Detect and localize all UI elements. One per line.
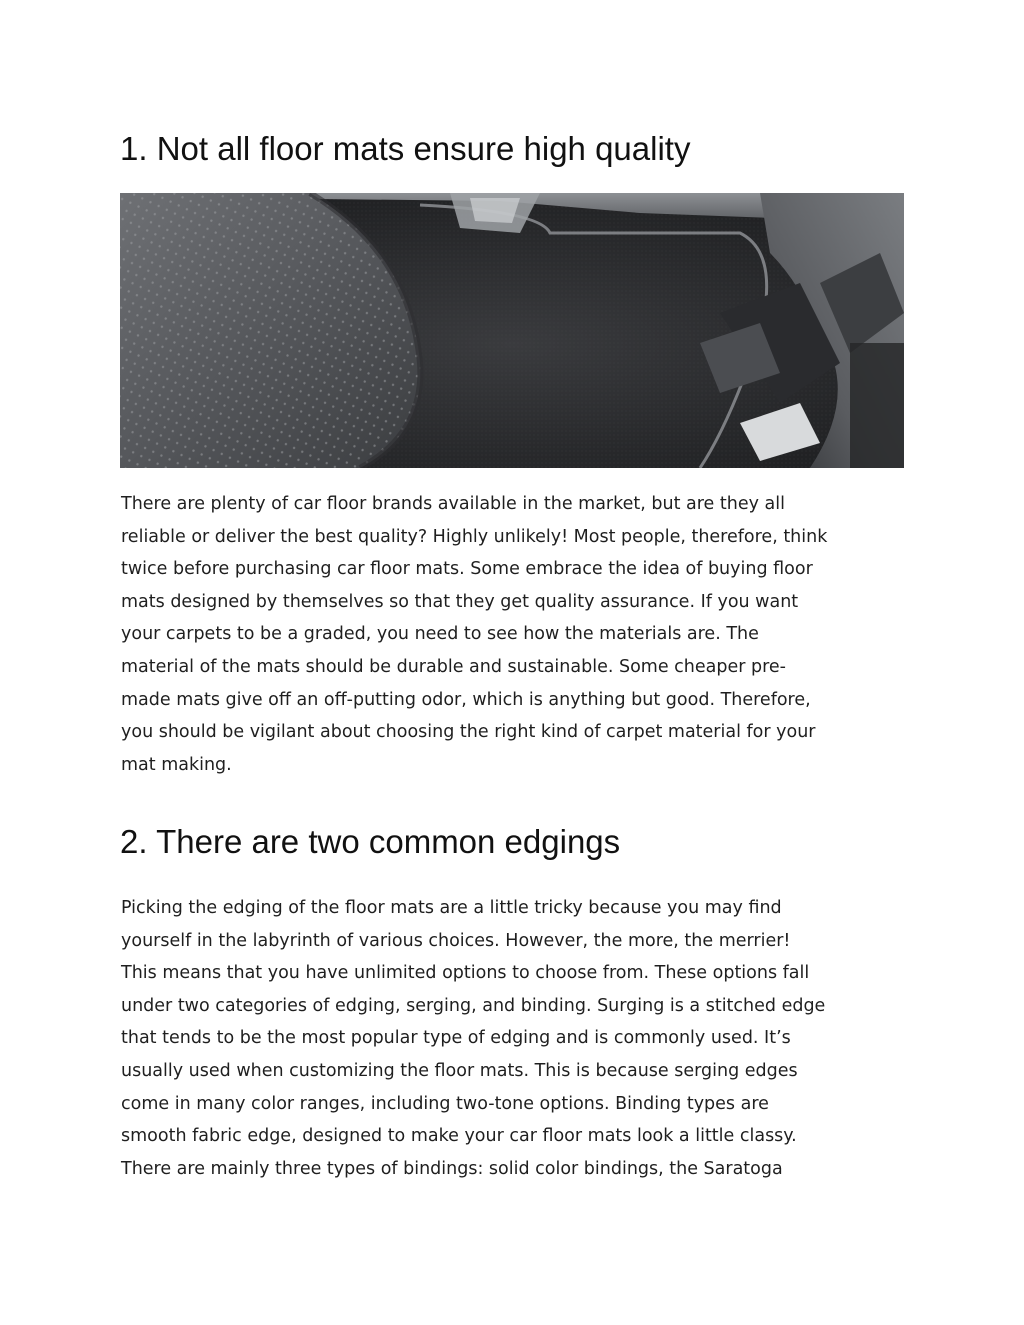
paragraph-line: twice before purchasing car floor mats. Some embrace the idea of buying floor xyxy=(121,559,813,580)
paragraph-line: mat making. xyxy=(121,754,232,775)
section-2-paragraph xyxy=(121,892,921,1185)
paragraph-line: your carpets to be a graded, you need to see how the materials are. The xyxy=(121,624,759,645)
car-floor-mat-photo xyxy=(120,193,904,468)
paragraph-line: material of the mats should be durable and sustainable. Some cheaper pre- xyxy=(121,656,786,677)
paragraph-line: that tends to be the most popular type of edging and is commonly used. It’s xyxy=(121,1028,791,1049)
paragraph-line: yourself in the labyrinth of various choices. However, the more, the merrier! xyxy=(121,930,791,951)
paragraph-line: There are mainly three types of bindings: solid color bindings, the Saratoga xyxy=(121,1158,783,1179)
paragraph-line: under two categories of edging, serging, and binding. Surging is a stitched edge xyxy=(121,995,826,1016)
section-1-paragraph xyxy=(121,488,921,781)
paragraph-line: This means that you have unlimited options to choose from. These options fall xyxy=(121,963,810,984)
paragraph-line: There are plenty of car floor brands available in the market, but are they all xyxy=(121,494,785,514)
section-1-heading: 1. Not all floor mats ensure high quality xyxy=(120,130,691,167)
paragraph-line: Picking the edging of the floor mats are a little tricky because you may find xyxy=(121,898,782,918)
paragraph-line: reliable or deliver the best quality? Highly unlikely! Most people, therefore, think xyxy=(121,526,828,547)
paragraph-line: you should be vigilant about choosing the right kind of carpet material for your xyxy=(121,722,816,743)
paragraph-line: mats designed by themselves so that they get quality assurance. If you want xyxy=(121,591,799,612)
paragraph-line: smooth fabric edge, designed to make your car floor mats look a little classy. xyxy=(121,1126,797,1147)
paragraph-line: come in many color ranges, including two-tone options. Binding types are xyxy=(121,1093,769,1114)
section-2-heading: 2. There are two common edgings xyxy=(120,823,621,860)
paragraph-line: made mats give off an off-putting odor, which is anything but good. Therefore, xyxy=(121,689,811,710)
paragraph-line: usually used when customizing the floor mats. This is because serging edges xyxy=(121,1060,798,1081)
